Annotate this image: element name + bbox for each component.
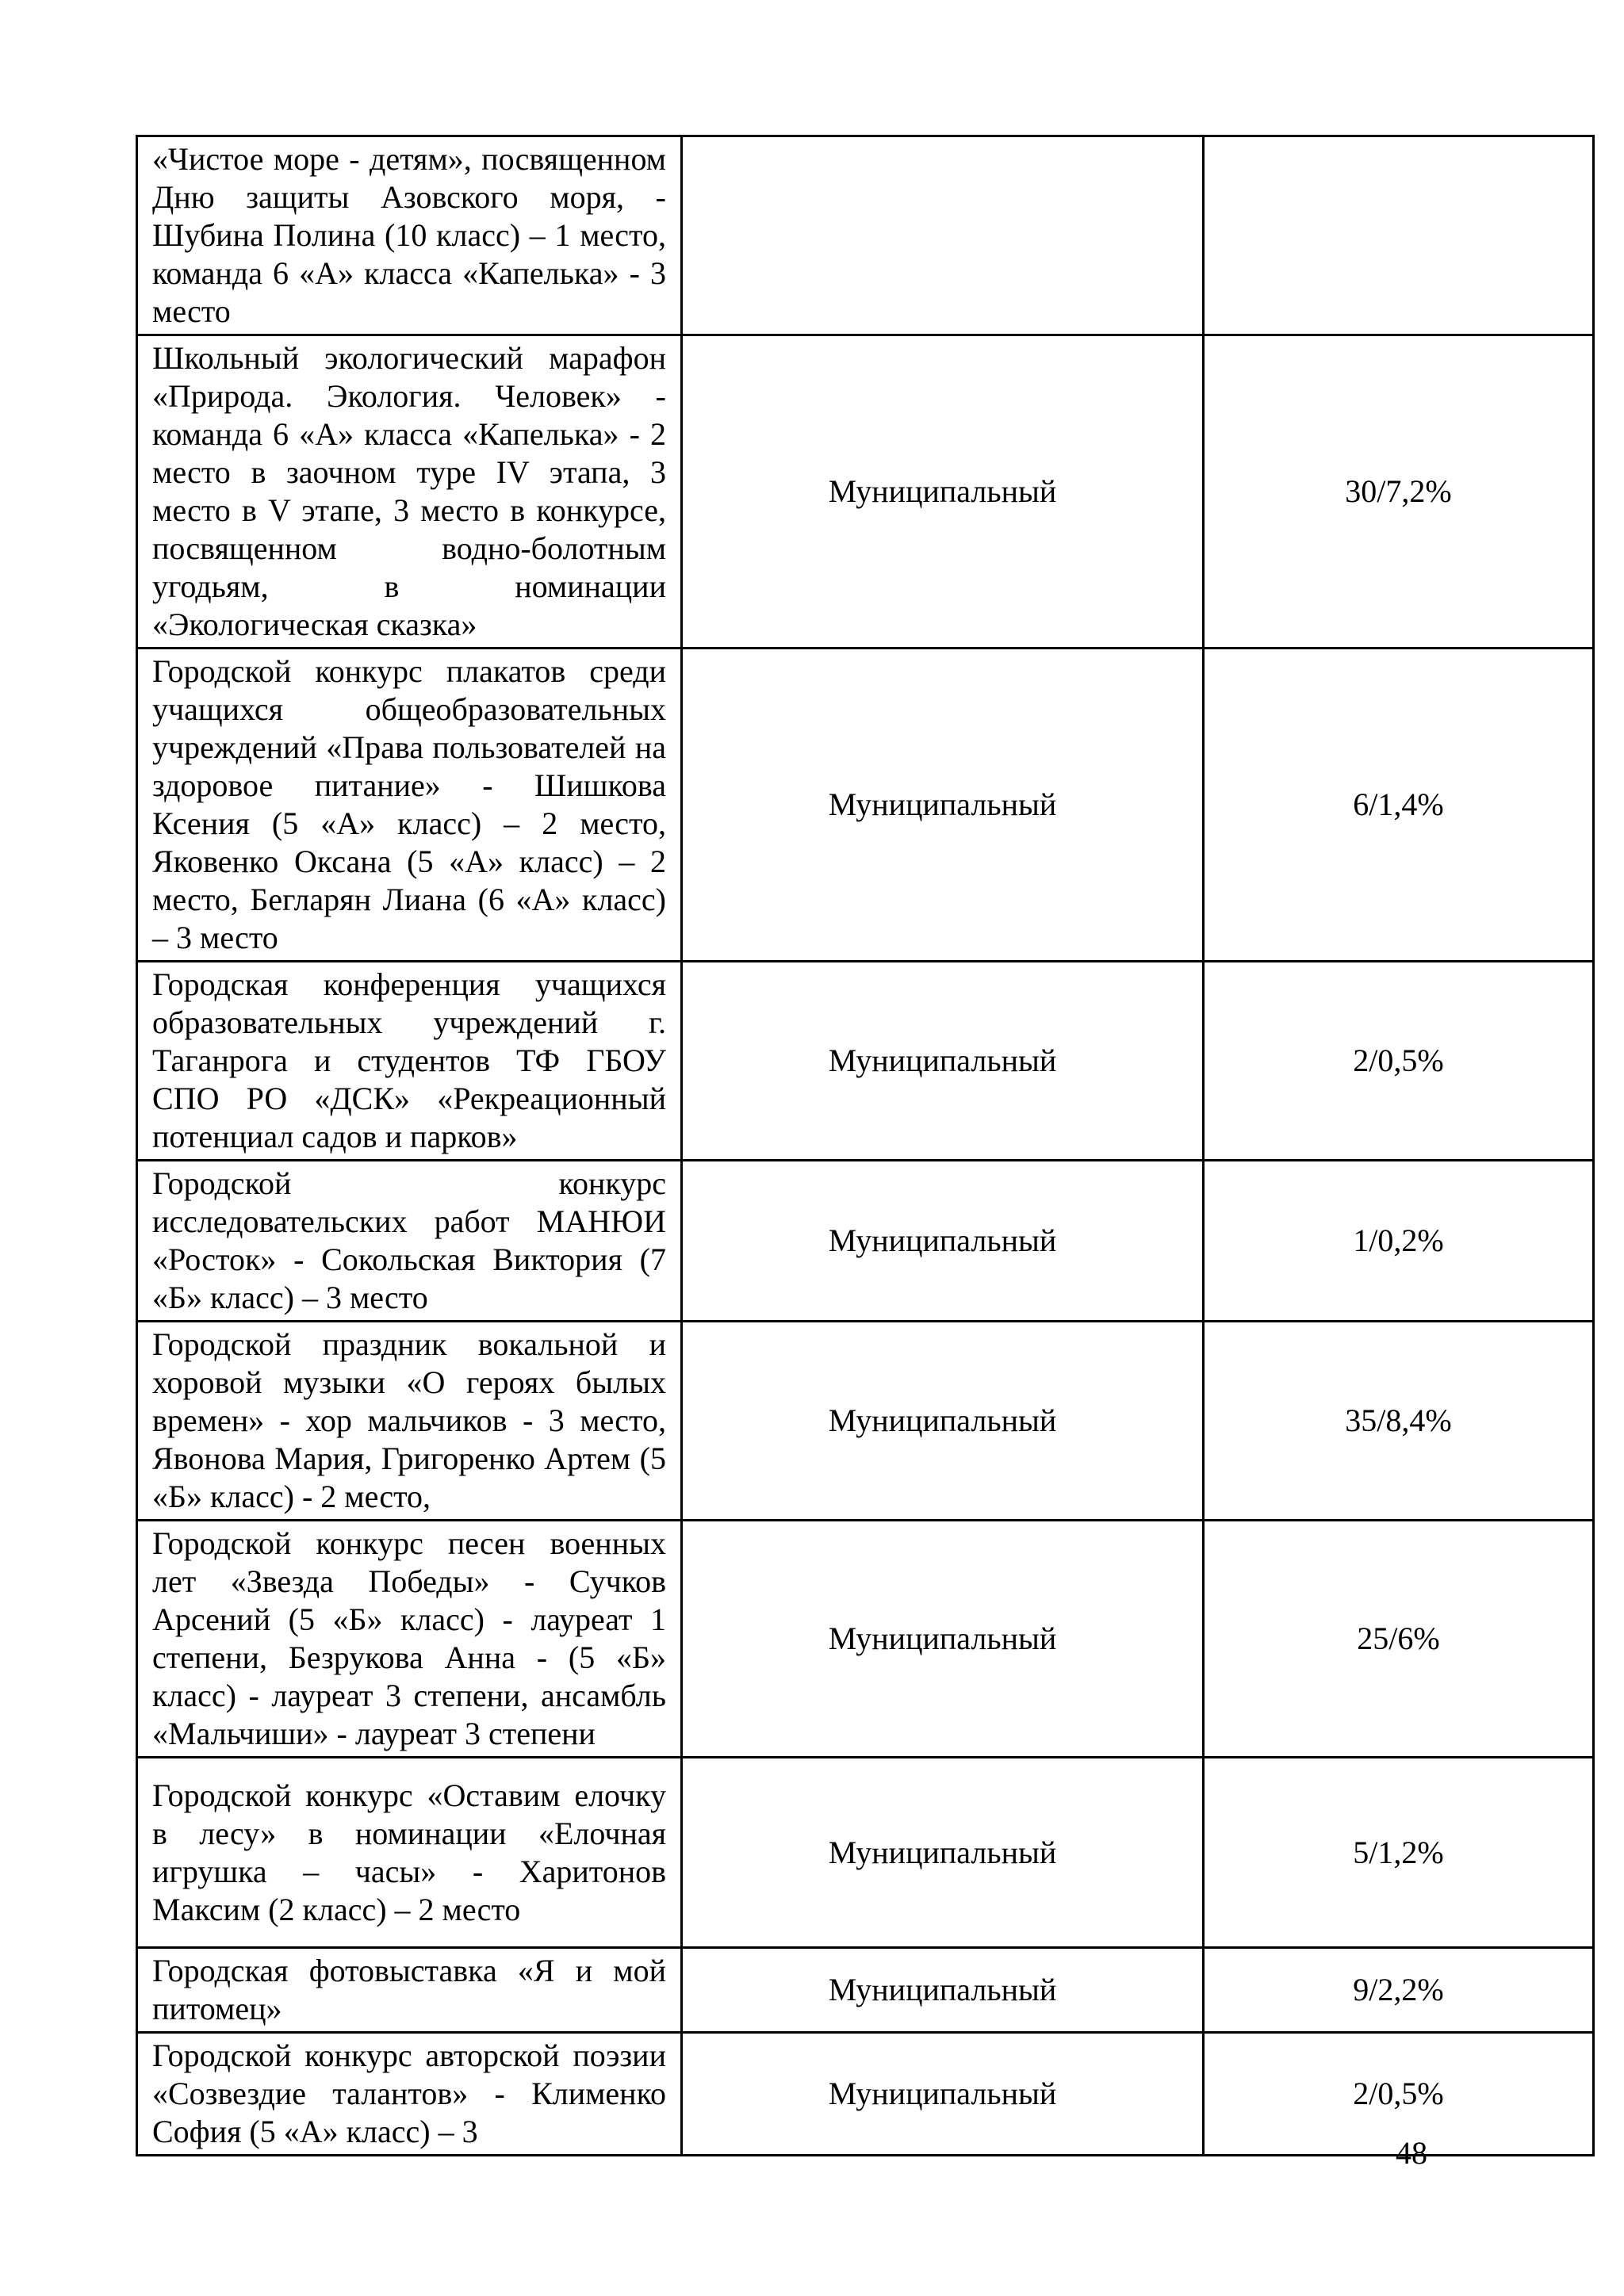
page-number: 48 (1396, 2135, 1427, 2171)
table-row (137, 962, 1594, 1161)
participants-share: 5/1,2% (1204, 1758, 1594, 1948)
participants-share: 2/0,5% (1204, 962, 1594, 1161)
event-description: Городской конкурс плакатов среди учащихся общеобразовательных учреждений «Права пользователей на здоровое питание» - Шишкова Ксения (5 «А» класс) – 2 место, Яковенко Оксана (5 «А» класс) – 2 место, Бегларян Лиана (6 «А» класс) – 3 место (137, 649, 682, 962)
participants-share: 35/8,4% (1204, 1322, 1594, 1521)
participants-share: 2/0,5% (1204, 2033, 1594, 2156)
table-row (137, 1521, 1594, 1758)
event-level (682, 136, 1204, 335)
participants-share (1204, 136, 1594, 335)
event-description: Городская конференция учащихся образовательных учреждений г. Таганрога и студентов ТФ ГБОУ СПО РО «ДСК» «Рекреационный потенциал садов и парков» (137, 962, 682, 1161)
event-description: Городской праздник вокальной и хоровой музыки «О героях былых времен» - хор мальчиков - 3 место, Явонова Мария, Григоренко Артем (5 «Б» класс) - 2 место, (137, 1322, 682, 1521)
event-level: Муниципальный (682, 962, 1204, 1161)
participants-share: 6/1,4% (1204, 649, 1594, 962)
event-level: Муниципальный (682, 1161, 1204, 1322)
event-description: Городской конкурс исследовательских работ МАНЮИ «Росток» - Сокольская Виктория (7 «Б» класс) – 3 место (137, 1161, 682, 1322)
event-description: Школьный экологический марафон «Природа. Экология. Человек» - команда 6 «А» класса «Капелька» - 2 место в заочном туре IV этапа, 3 место в V этапе, 3 место в конкурсе, посвященном водно-болотным угодьям, в номинации «Экологическая сказка» (137, 335, 682, 649)
event-description: Городская фотовыставка «Я и мой питомец» (137, 1948, 682, 2033)
results-table (136, 135, 1595, 2156)
participants-share: 9/2,2% (1204, 1948, 1594, 2033)
table-row (137, 1322, 1594, 1521)
table-row (137, 335, 1594, 649)
event-level: Муниципальный (682, 1521, 1204, 1758)
event-description: Городской конкурс песен военных лет «Звезда Победы» - Сучков Арсений (5 «Б» класс) - лауреат 1 степени, Безрукова Анна - (5 «Б» класс) - лауреат 3 степени, ансамбль «Мальчиши» - лауреат 3 степени (137, 1521, 682, 1758)
table-row (137, 649, 1594, 962)
event-level: Муниципальный (682, 1948, 1204, 2033)
participants-share: 25/6% (1204, 1521, 1594, 1758)
event-description: Городской конкурс авторской поэзии «Созвездие талантов» - Клименко София (5 «А» класс) – 3 (137, 2033, 682, 2156)
event-level: Муниципальный (682, 2033, 1204, 2156)
event-level: Муниципальный (682, 335, 1204, 649)
event-level: Муниципальный (682, 1322, 1204, 1521)
event-description: «Чистое море - детям», посвященном Дню защиты Азовского моря, - Шубина Полина (10 класс) – 1 место, команда 6 «А» класса «Капелька» - 3 место (137, 136, 682, 335)
table-row (137, 136, 1594, 335)
table-row (137, 1948, 1594, 2033)
participants-share: 30/7,2% (1204, 335, 1594, 649)
event-level: Муниципальный (682, 1758, 1204, 1948)
event-description: Городской конкурс «Оставим елочку в лесу» в номинации «Елочная игрушка – часы» - Харитонов Максим (2 класс) – 2 место (137, 1758, 682, 1948)
table-row (137, 2033, 1594, 2156)
participants-share: 1/0,2% (1204, 1161, 1594, 1322)
table-row (137, 1161, 1594, 1322)
event-level: Муниципальный (682, 649, 1204, 962)
table-row (137, 1758, 1594, 1948)
